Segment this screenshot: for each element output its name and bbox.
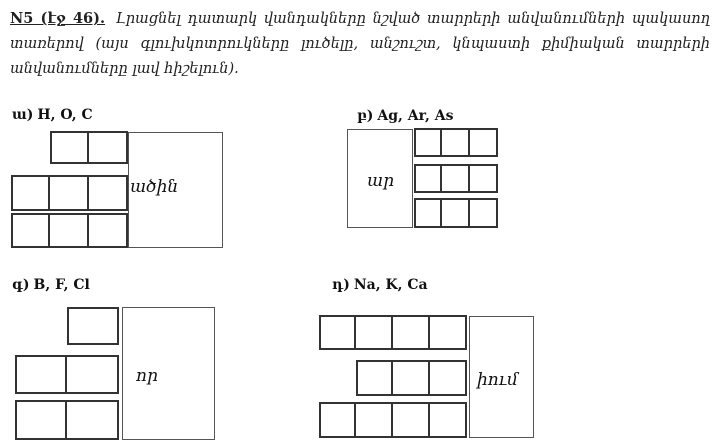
letter-cell[interactable] <box>470 164 498 193</box>
puzzle-a-row-1 <box>50 131 128 164</box>
letter-cell[interactable] <box>430 315 467 350</box>
puzzle-c-label: գ) B, F, Cl <box>12 277 90 293</box>
puzzle-a-word: ածին <box>130 177 179 197</box>
letter-cell[interactable] <box>11 175 50 211</box>
letter-cell[interactable] <box>319 402 356 438</box>
task-intro <box>10 6 710 82</box>
puzzle-b-label: բ) Ag, Ar, As <box>357 108 454 124</box>
letter-cell[interactable] <box>15 355 67 394</box>
task-text: Լրացնել դատարկ վանդակները նշված տարրերի անվանումների պակասող տառերով (այս գլուխկոտրուկները լուծելը, անշուշտ, կնպաստի քիմիական տարրերի անվանումները լավ հիշելուն). <box>10 11 711 77</box>
letter-cell[interactable] <box>356 315 393 350</box>
puzzle-d-row-2 <box>356 360 467 396</box>
letter-cell[interactable] <box>11 213 50 248</box>
letter-cell[interactable] <box>50 213 89 248</box>
letter-cell[interactable] <box>470 128 498 157</box>
puzzle-c-row-3 <box>15 400 119 440</box>
letter-cell[interactable] <box>89 175 128 211</box>
puzzle-d-row-1 <box>319 315 467 350</box>
letter-cell[interactable] <box>15 400 67 440</box>
letter-cell[interactable] <box>319 315 356 350</box>
letter-cell[interactable] <box>356 402 393 438</box>
puzzle-a-label: ա) H, O, C <box>12 107 93 123</box>
letter-cell[interactable] <box>67 355 119 394</box>
letter-cell[interactable] <box>470 198 498 228</box>
letter-cell[interactable] <box>414 164 442 193</box>
letter-cell[interactable] <box>430 402 467 438</box>
letter-cell[interactable] <box>67 307 119 345</box>
letter-cell[interactable] <box>414 198 442 228</box>
task-number: N5 (էջ 46). <box>10 10 106 27</box>
letter-cell[interactable] <box>414 128 442 157</box>
puzzle-b-row-2 <box>414 164 498 193</box>
letter-cell[interactable] <box>442 164 470 193</box>
letter-cell[interactable] <box>50 131 89 164</box>
letter-cell[interactable] <box>67 400 119 440</box>
puzzle-c-row-1 <box>67 307 119 345</box>
letter-cell[interactable] <box>393 360 430 396</box>
letter-cell[interactable] <box>393 315 430 350</box>
puzzle-d-label: դ) Na, K, Ca <box>332 277 428 293</box>
letter-cell[interactable] <box>89 131 128 164</box>
puzzle-b-row-1 <box>414 128 498 157</box>
letter-cell[interactable] <box>442 198 470 228</box>
puzzle-d-row-3 <box>319 402 467 438</box>
puzzle-b-word: ար <box>367 171 395 191</box>
puzzle-b-row-3 <box>414 198 498 228</box>
puzzle-c-row-2 <box>15 355 119 394</box>
puzzle-a-row-3 <box>11 213 128 248</box>
letter-cell[interactable] <box>393 402 430 438</box>
letter-cell[interactable] <box>89 213 128 248</box>
puzzle-d-word: իում <box>477 370 518 390</box>
letter-cell[interactable] <box>356 360 393 396</box>
puzzle-c-word: որ <box>136 366 158 386</box>
puzzle-a-row-2 <box>11 175 128 211</box>
letter-cell[interactable] <box>442 128 470 157</box>
letter-cell[interactable] <box>430 360 467 396</box>
letter-cell[interactable] <box>50 175 89 211</box>
